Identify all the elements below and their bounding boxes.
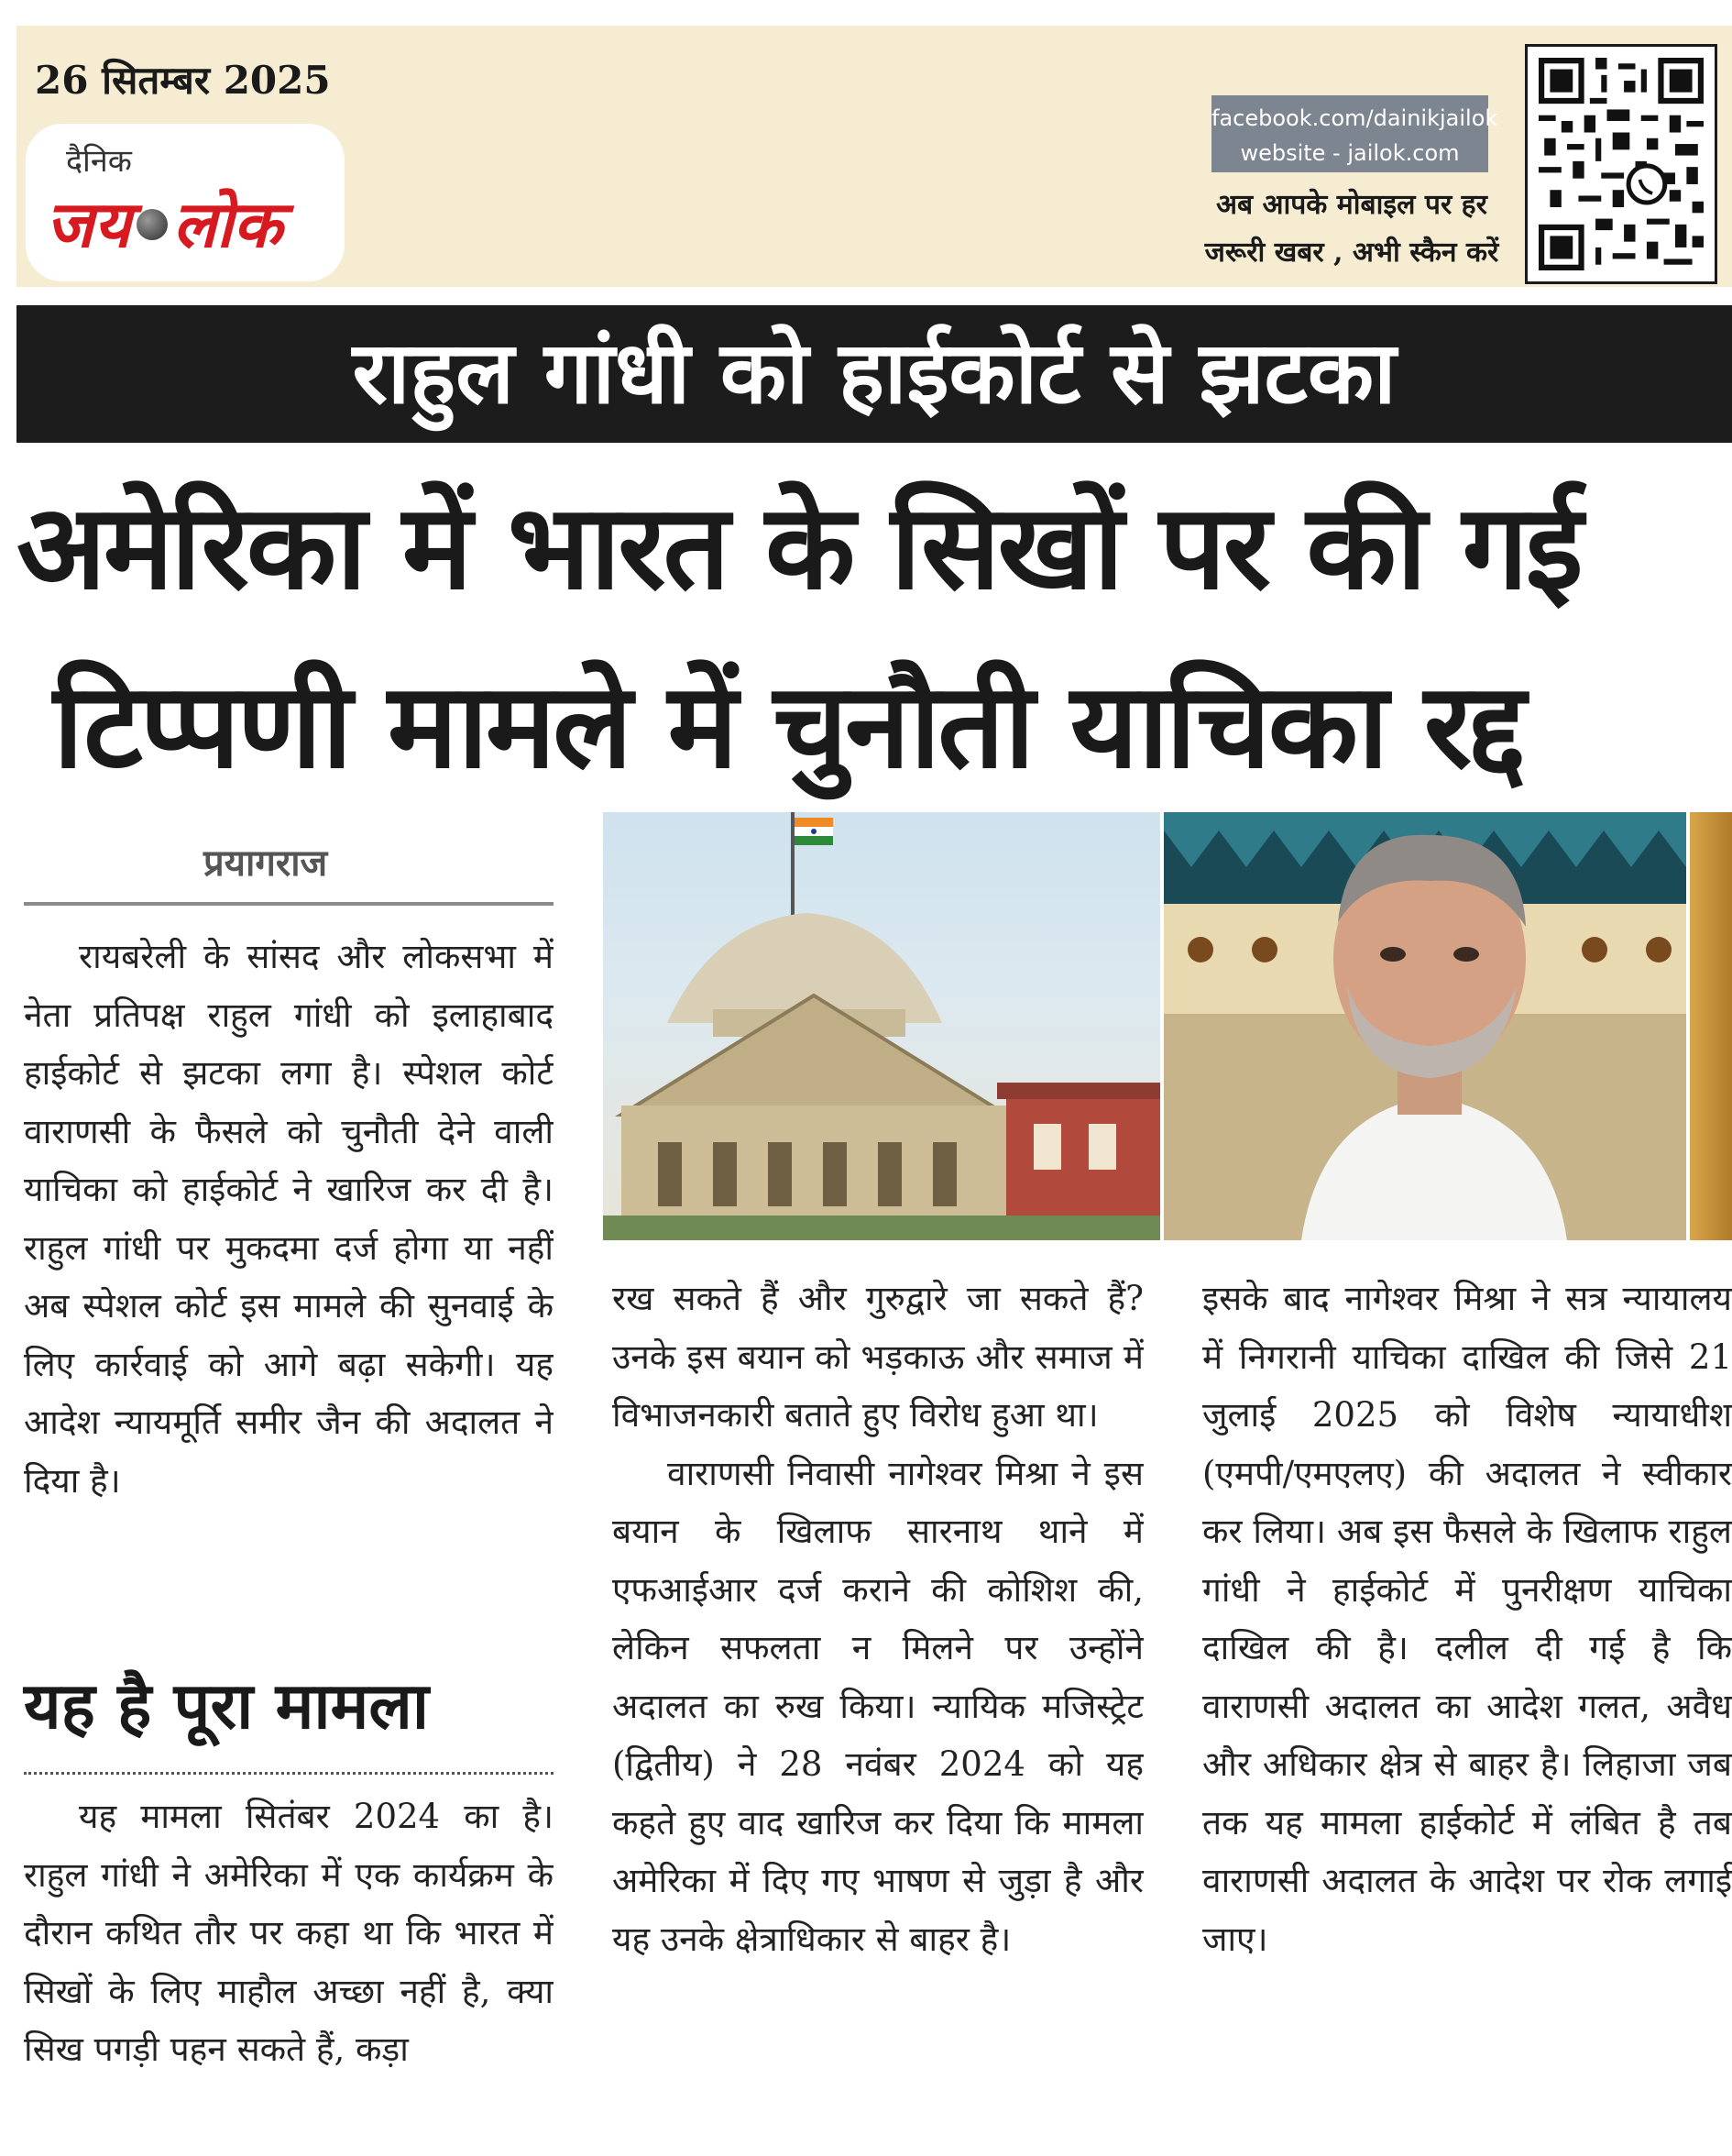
headline-line-2: टिप्पणी मामले में चुनौती याचिका रद्द <box>53 658 1524 795</box>
headline-line-1: अमेरिका में भारत के सिखों पर की गई <box>16 479 1581 616</box>
qr-code[interactable] <box>1525 44 1717 284</box>
scan-line-2: जरूरी खबर , अभी स्कैन करें <box>1204 236 1499 269</box>
logo-small-text: दैनिक <box>66 143 132 180</box>
dateline-divider <box>24 902 554 906</box>
newspaper-logo <box>26 124 345 281</box>
portrait-image <box>1164 812 1686 1240</box>
logo-word-right: लोक <box>172 187 282 262</box>
website-link[interactable]: website - jailok.com <box>1240 140 1460 166</box>
main-headline <box>16 458 1732 816</box>
court-building-image <box>603 812 1160 1240</box>
photo-edge-strip <box>1690 812 1732 1240</box>
subheading-divider <box>24 1772 554 1775</box>
subheading: यह है पूरा मामला <box>24 1668 430 1744</box>
kicker-headline: राहुल गांधी को हाईकोर्ट से झटका <box>16 305 1732 443</box>
dateline: प्रयागराज <box>203 842 328 885</box>
issue-date: 26 सितम्बर 2025 <box>35 58 331 103</box>
body-col1-text: यह मामला सितंबर 2024 का है। राहुल गांधी ने अमेरिका में एक कार्यक्रम के दौरान कथित तौर पर कहा था कि भारत में सिखों के लिए माहौल अच्छा नहीं है, क्या सिख पगड़ी पहन सकते हैं, कड़ा <box>24 1797 554 2069</box>
qr-code-icon <box>1539 58 1704 270</box>
body-column-1 <box>24 1788 554 2156</box>
globe-icon <box>137 209 168 240</box>
body-col3-text: इसके बाद नागेश्वर मिश्रा ने सत्र न्यायालय में निगरानी याचिका दाखिल की जिसे 21 जुलाई 2025 को विशेष न्यायाधीश (एमपी/एमएलए) की अदालत ने स्वीकार कर लिया। अब इस फैसले के खिलाफ राहुल गांधी ने हाईकोर्ट में पुनरीक्षण याचिका दाखिल की है। दलील दी गई है कि वाराणसी अदालत का आदेश गलत, अवैध और अधिकार क्षेत्र से बाहर है। लिहाजा जब तक यह मामला हाईकोर्ट में लंबित है तब वाराणसी अदालत के आदेश पर रोक लगाई जाए। <box>1202 1279 1732 1959</box>
social-links-box <box>1211 95 1498 172</box>
body-column-2 <box>612 1270 1144 2156</box>
rahul-gandhi-photo <box>1164 812 1686 1240</box>
logo-word-left: जय <box>46 187 131 262</box>
intro-text: रायबरेली के सांसद और लोकसभा में नेता प्रतिपक्ष राहुल गांधी को इलाहाबाद हाईकोर्ट से झटका लगा है। स्पेशल कोर्ट वाराणसी के फैसले को चुनौती देने वाली याचिका को हाईकोर्ट ने खारिज कर दी है। राहुल गांधी पर मुकदमा दर्ज होगा या नहीं अब स्पेशल कोर्ट इस मामले की सुनवाई के लिए कार्रवाई को आगे बढ़ा सकेगी। यह आदेश न्यायमूर्ति समीर जैन की अदालत ने दिया है। <box>24 937 554 1501</box>
high-court-photo <box>603 812 1160 1240</box>
scan-prompt <box>1200 182 1503 277</box>
body-column-3 <box>1202 1270 1732 2156</box>
scan-line-1: अब आपके मोबाइल पर हर <box>1216 189 1487 221</box>
logo-wordmark <box>46 188 282 261</box>
body-col2-p1: रख सकते हैं और गुरुद्वारे जा सकते हैं? उनके इस बयान को भड़काऊ और समाज में विभाजनकारी बताते हुए विरोध हुआ था। <box>612 1279 1144 1435</box>
intro-paragraph <box>24 928 554 1629</box>
facebook-link[interactable]: facebook.com/dainikjailok <box>1211 105 1498 131</box>
body-col2-p2: वाराणसी निवासी नागेश्वर मिश्रा ने इस बयान के खिलाफ सारनाथ थाने में एफआईआर दर्ज कराने की कोशिश की, लेकिन सफलता न मिलने पर उन्होंने अदालत का रुख किया। न्यायिक मजिस्ट्रेट (द्वितीय) ने 28 नवंबर 2024 को यह कहते हुए वाद खारिज कर दिया कि मामला अमेरिका में दिए गए भाषण से जुड़ा है और यह उनके क्षेत्राधिकार से बाहर है। <box>612 1453 1144 1959</box>
